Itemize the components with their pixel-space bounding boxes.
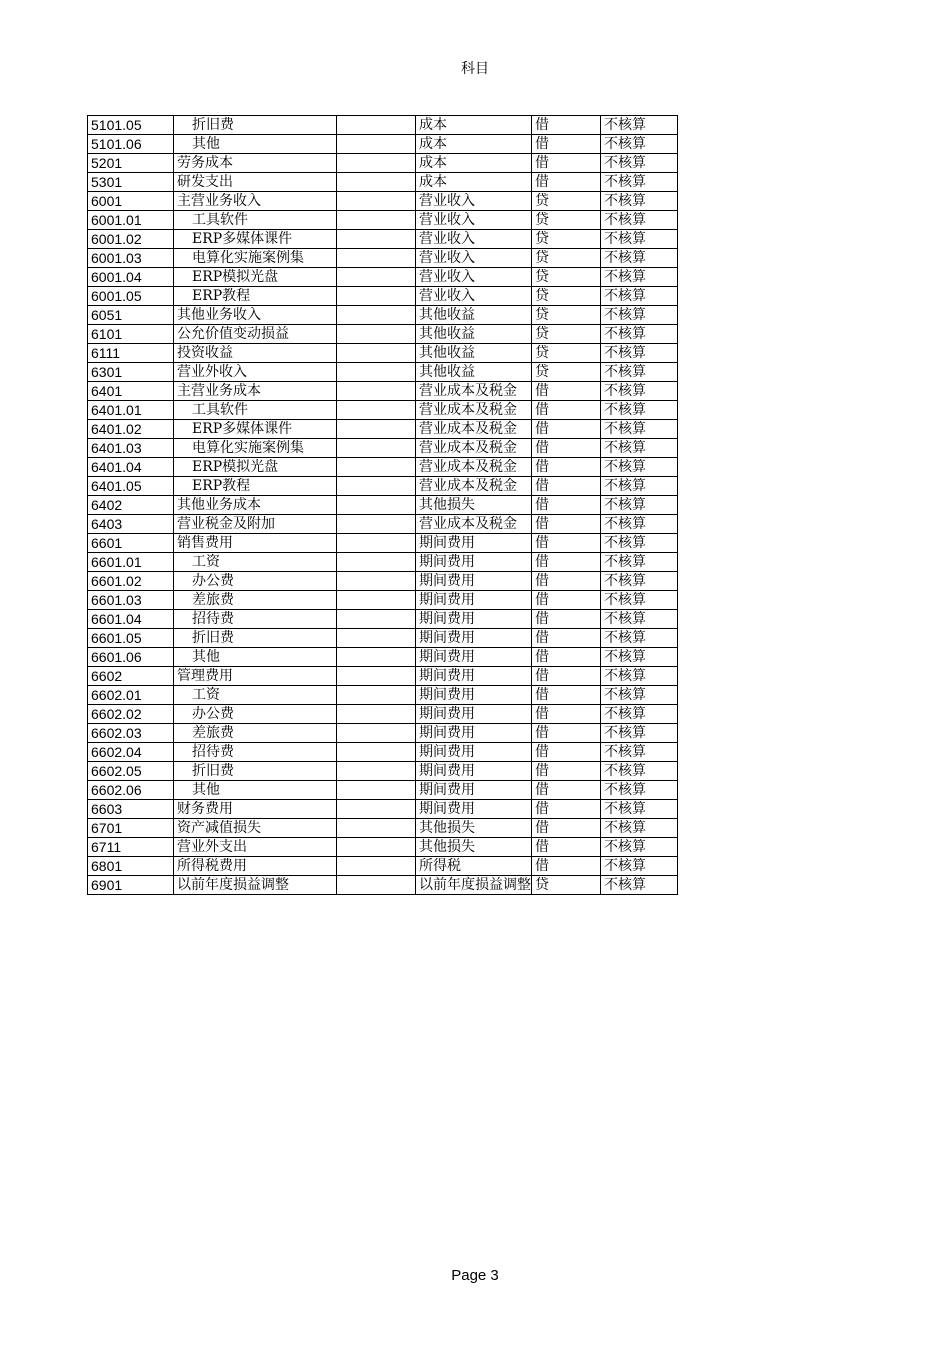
account-code-cell: 6711 [88,838,174,857]
empty-cell [337,249,416,268]
empty-cell [337,306,416,325]
balance-direction-cell: 贷 [532,211,601,230]
accounting-type-cell: 不核算 [601,268,678,287]
empty-cell [337,154,416,173]
account-name-cell: 营业税金及附加 [174,515,337,534]
account-category-cell: 成本 [416,173,532,192]
accounting-type-cell: 不核算 [601,401,678,420]
table-row [88,249,678,268]
account-code-cell: 6602.03 [88,724,174,743]
account-category-cell: 期间费用 [416,553,532,572]
table-row [88,458,678,477]
accounting-type-cell: 不核算 [601,705,678,724]
balance-direction-cell: 借 [532,819,601,838]
accounting-type-cell: 不核算 [601,382,678,401]
empty-cell [337,762,416,781]
table-row [88,401,678,420]
account-category-cell: 营业收入 [416,211,532,230]
account-code-cell: 5101.05 [88,116,174,135]
balance-direction-cell: 借 [532,515,601,534]
accounting-type-cell: 不核算 [601,629,678,648]
balance-direction-cell: 借 [532,477,601,496]
account-name-cell: 营业外支出 [174,838,337,857]
account-name-cell: 折旧费 [174,629,337,648]
empty-cell [337,876,416,895]
table-row [88,838,678,857]
account-category-cell: 营业成本及税金 [416,458,532,477]
account-category-cell: 期间费用 [416,781,532,800]
account-name-cell: 管理费用 [174,667,337,686]
table-row [88,610,678,629]
account-category-cell: 营业收入 [416,230,532,249]
account-name-cell: 其他 [174,648,337,667]
account-category-cell: 其他收益 [416,363,532,382]
balance-direction-cell: 贷 [532,325,601,344]
table-row [88,705,678,724]
table-row [88,629,678,648]
accounting-type-cell: 不核算 [601,515,678,534]
account-code-cell: 6001.02 [88,230,174,249]
account-name-cell: 财务费用 [174,800,337,819]
accounting-type-cell: 不核算 [601,743,678,762]
balance-direction-cell: 借 [532,838,601,857]
accounting-type-cell: 不核算 [601,591,678,610]
account-category-cell: 期间费用 [416,667,532,686]
account-code-cell: 6001 [88,192,174,211]
balance-direction-cell: 贷 [532,876,601,895]
account-category-cell: 营业成本及税金 [416,420,532,439]
account-category-cell: 其他损失 [416,819,532,838]
table-row [88,306,678,325]
empty-cell [337,439,416,458]
page-header-title: 科目 [461,61,489,77]
account-code-cell: 6001.01 [88,211,174,230]
account-table [87,115,678,895]
accounting-type-cell: 不核算 [601,116,678,135]
account-category-cell: 期间费用 [416,762,532,781]
account-name-cell: ERP模拟光盘 [174,458,337,477]
table-row [88,344,678,363]
table-row [88,116,678,135]
accounting-type-cell: 不核算 [601,154,678,173]
balance-direction-cell: 借 [532,800,601,819]
empty-cell [337,667,416,686]
account-code-cell: 6601 [88,534,174,553]
empty-cell [337,287,416,306]
table-row [88,496,678,515]
empty-cell [337,420,416,439]
table-row [88,857,678,876]
table-row [88,477,678,496]
empty-cell [337,230,416,249]
account-code-cell: 5301 [88,173,174,192]
account-name-cell: ERP模拟光盘 [174,268,337,287]
account-name-cell: 差旅费 [174,591,337,610]
accounting-type-cell: 不核算 [601,667,678,686]
table-row [88,572,678,591]
balance-direction-cell: 借 [532,724,601,743]
empty-cell [337,344,416,363]
account-name-cell: 销售费用 [174,534,337,553]
table-row [88,762,678,781]
accounting-type-cell: 不核算 [601,762,678,781]
account-code-cell: 6101 [88,325,174,344]
account-code-cell: 6401.05 [88,477,174,496]
account-name-cell: 所得税费用 [174,857,337,876]
table-row [88,135,678,154]
accounting-type-cell: 不核算 [601,876,678,895]
table-row [88,686,678,705]
account-category-cell: 期间费用 [416,629,532,648]
accounting-type-cell: 不核算 [601,249,678,268]
empty-cell [337,819,416,838]
account-category-cell: 营业成本及税金 [416,477,532,496]
accounting-type-cell: 不核算 [601,439,678,458]
empty-cell [337,173,416,192]
account-code-cell: 6401.01 [88,401,174,420]
accounting-type-cell: 不核算 [601,477,678,496]
accounting-type-cell: 不核算 [601,211,678,230]
account-category-cell: 以前年度损益调整 [416,876,532,895]
account-name-cell: 办公费 [174,705,337,724]
account-category-cell: 成本 [416,116,532,135]
accounting-type-cell: 不核算 [601,610,678,629]
table-row [88,534,678,553]
account-category-cell: 期间费用 [416,686,532,705]
empty-cell [337,838,416,857]
accounting-type-cell: 不核算 [601,496,678,515]
balance-direction-cell: 借 [532,496,601,515]
balance-direction-cell: 贷 [532,287,601,306]
balance-direction-cell: 借 [532,667,601,686]
empty-cell [337,116,416,135]
account-code-cell: 6601.04 [88,610,174,629]
balance-direction-cell: 借 [532,705,601,724]
account-category-cell: 成本 [416,135,532,154]
account-name-cell: 工具软件 [174,211,337,230]
account-code-cell: 6601.06 [88,648,174,667]
table-row [88,439,678,458]
account-code-cell: 6603 [88,800,174,819]
table-row [88,173,678,192]
balance-direction-cell: 借 [532,591,601,610]
accounting-type-cell: 不核算 [601,325,678,344]
balance-direction-cell: 借 [532,458,601,477]
account-code-cell: 6601.01 [88,553,174,572]
balance-direction-cell: 借 [532,572,601,591]
empty-cell [337,743,416,762]
account-code-cell: 6051 [88,306,174,325]
table-row [88,648,678,667]
account-code-cell: 6701 [88,819,174,838]
account-code-cell: 6602 [88,667,174,686]
account-code-cell: 5101.06 [88,135,174,154]
table-row [88,515,678,534]
balance-direction-cell: 贷 [532,306,601,325]
empty-cell [337,781,416,800]
table-row [88,819,678,838]
accounting-type-cell: 不核算 [601,363,678,382]
account-category-cell: 营业成本及税金 [416,401,532,420]
account-name-cell: 其他 [174,781,337,800]
accounting-type-cell: 不核算 [601,800,678,819]
accounting-type-cell: 不核算 [601,420,678,439]
accounting-type-cell: 不核算 [601,287,678,306]
account-table-body [88,116,678,895]
empty-cell [337,382,416,401]
account-category-cell: 营业成本及税金 [416,382,532,401]
account-code-cell: 6901 [88,876,174,895]
account-code-cell: 6602.05 [88,762,174,781]
account-category-cell: 其他损失 [416,496,532,515]
account-category-cell: 期间费用 [416,705,532,724]
account-name-cell: 主营业务成本 [174,382,337,401]
account-code-cell: 6601.05 [88,629,174,648]
balance-direction-cell: 借 [532,610,601,629]
account-code-cell: 6301 [88,363,174,382]
account-name-cell: ERP多媒体课件 [174,230,337,249]
balance-direction-cell: 借 [532,420,601,439]
table-row [88,192,678,211]
account-name-cell: 研发支出 [174,173,337,192]
balance-direction-cell: 借 [532,648,601,667]
table-row [88,553,678,572]
empty-cell [337,648,416,667]
account-name-cell: 工具软件 [174,401,337,420]
account-name-cell: 营业外收入 [174,363,337,382]
account-code-cell: 6401.04 [88,458,174,477]
account-code-cell: 6401.02 [88,420,174,439]
account-category-cell: 期间费用 [416,724,532,743]
balance-direction-cell: 贷 [532,363,601,382]
account-code-cell: 6111 [88,344,174,363]
account-name-cell: 折旧费 [174,116,337,135]
account-name-cell: ERP教程 [174,287,337,306]
empty-cell [337,610,416,629]
accounting-type-cell: 不核算 [601,192,678,211]
account-category-cell: 营业收入 [416,287,532,306]
account-code-cell: 6401 [88,382,174,401]
empty-cell [337,192,416,211]
empty-cell [337,268,416,287]
balance-direction-cell: 借 [532,154,601,173]
balance-direction-cell: 借 [532,553,601,572]
account-category-cell: 营业成本及税金 [416,515,532,534]
table-row [88,230,678,249]
accounting-type-cell: 不核算 [601,230,678,249]
accounting-type-cell: 不核算 [601,173,678,192]
account-category-cell: 期间费用 [416,648,532,667]
accounting-type-cell: 不核算 [601,344,678,363]
accounting-type-cell: 不核算 [601,534,678,553]
account-name-cell: 差旅费 [174,724,337,743]
account-name-cell: 办公费 [174,572,337,591]
table-row [88,781,678,800]
account-category-cell: 期间费用 [416,534,532,553]
empty-cell [337,686,416,705]
empty-cell [337,591,416,610]
balance-direction-cell: 借 [532,116,601,135]
account-name-cell: 公允价值变动损益 [174,325,337,344]
empty-cell [337,724,416,743]
balance-direction-cell: 借 [532,686,601,705]
page-number: Page 3 [451,1267,499,1284]
table-row [88,211,678,230]
account-code-cell: 6602.02 [88,705,174,724]
account-name-cell: 电算化实施案例集 [174,439,337,458]
account-code-cell: 6602.06 [88,781,174,800]
balance-direction-cell: 借 [532,135,601,154]
balance-direction-cell: 借 [532,173,601,192]
account-name-cell: 折旧费 [174,762,337,781]
balance-direction-cell: 贷 [532,268,601,287]
table-row [88,268,678,287]
accounting-type-cell: 不核算 [601,857,678,876]
accounting-type-cell: 不核算 [601,724,678,743]
accounting-type-cell: 不核算 [601,648,678,667]
balance-direction-cell: 借 [532,857,601,876]
balance-direction-cell: 贷 [532,249,601,268]
table-row [88,667,678,686]
empty-cell [337,458,416,477]
account-category-cell: 期间费用 [416,743,532,762]
account-category-cell: 营业成本及税金 [416,439,532,458]
account-name-cell: 其他业务成本 [174,496,337,515]
accounting-type-cell: 不核算 [601,686,678,705]
account-code-cell: 6402 [88,496,174,515]
account-name-cell: 其他 [174,135,337,154]
empty-cell [337,211,416,230]
balance-direction-cell: 贷 [532,344,601,363]
account-name-cell: 工资 [174,686,337,705]
table-row [88,382,678,401]
balance-direction-cell: 借 [532,401,601,420]
account-code-cell: 5201 [88,154,174,173]
empty-cell [337,363,416,382]
empty-cell [337,629,416,648]
accounting-type-cell: 不核算 [601,458,678,477]
account-name-cell: 招待费 [174,610,337,629]
account-category-cell: 期间费用 [416,572,532,591]
account-category-cell: 期间费用 [416,591,532,610]
table-row [88,743,678,762]
account-category-cell: 营业收入 [416,268,532,287]
accounting-type-cell: 不核算 [601,572,678,591]
empty-cell [337,800,416,819]
account-category-cell: 其他收益 [416,325,532,344]
balance-direction-cell: 借 [532,781,601,800]
account-category-cell: 营业收入 [416,192,532,211]
empty-cell [337,857,416,876]
account-name-cell: 电算化实施案例集 [174,249,337,268]
empty-cell [337,534,416,553]
account-category-cell: 所得税 [416,857,532,876]
account-code-cell: 6001.03 [88,249,174,268]
account-category-cell: 其他损失 [416,838,532,857]
account-code-cell: 6602.01 [88,686,174,705]
table-row [88,800,678,819]
table-row [88,363,678,382]
empty-cell [337,496,416,515]
account-category-cell: 期间费用 [416,800,532,819]
empty-cell [337,325,416,344]
account-name-cell: 投资收益 [174,344,337,363]
account-code-cell: 6401.03 [88,439,174,458]
balance-direction-cell: 借 [532,382,601,401]
account-category-cell: 期间费用 [416,610,532,629]
balance-direction-cell: 借 [532,534,601,553]
balance-direction-cell: 借 [532,762,601,781]
account-category-cell: 其他收益 [416,306,532,325]
accounting-type-cell: 不核算 [601,819,678,838]
balance-direction-cell: 借 [532,439,601,458]
accounting-type-cell: 不核算 [601,781,678,800]
table-row [88,876,678,895]
empty-cell [337,401,416,420]
account-name-cell: 招待费 [174,743,337,762]
account-name-cell: 劳务成本 [174,154,337,173]
accounting-type-cell: 不核算 [601,306,678,325]
accounting-type-cell: 不核算 [601,838,678,857]
empty-cell [337,477,416,496]
account-code-cell: 6403 [88,515,174,534]
account-name-cell: 主营业务收入 [174,192,337,211]
table-row [88,591,678,610]
empty-cell [337,515,416,534]
balance-direction-cell: 贷 [532,230,601,249]
table-row [88,287,678,306]
account-name-cell: 工资 [174,553,337,572]
table-row [88,724,678,743]
account-category-cell: 其他收益 [416,344,532,363]
account-code-cell: 6601.02 [88,572,174,591]
table-row [88,325,678,344]
empty-cell [337,705,416,724]
balance-direction-cell: 借 [532,743,601,762]
account-category-cell: 营业收入 [416,249,532,268]
account-code-cell: 6801 [88,857,174,876]
empty-cell [337,572,416,591]
account-name-cell: 以前年度损益调整 [174,876,337,895]
account-code-cell: 6601.03 [88,591,174,610]
balance-direction-cell: 借 [532,629,601,648]
table-row [88,154,678,173]
empty-cell [337,135,416,154]
account-code-cell: 6001.05 [88,287,174,306]
account-name-cell: 资产减值损失 [174,819,337,838]
account-name-cell: 其他业务收入 [174,306,337,325]
account-category-cell: 成本 [416,154,532,173]
account-code-cell: 6602.04 [88,743,174,762]
account-name-cell: ERP教程 [174,477,337,496]
account-name-cell: ERP多媒体课件 [174,420,337,439]
accounting-type-cell: 不核算 [601,135,678,154]
balance-direction-cell: 贷 [532,192,601,211]
account-code-cell: 6001.04 [88,268,174,287]
empty-cell [337,553,416,572]
table-row [88,420,678,439]
accounting-type-cell: 不核算 [601,553,678,572]
